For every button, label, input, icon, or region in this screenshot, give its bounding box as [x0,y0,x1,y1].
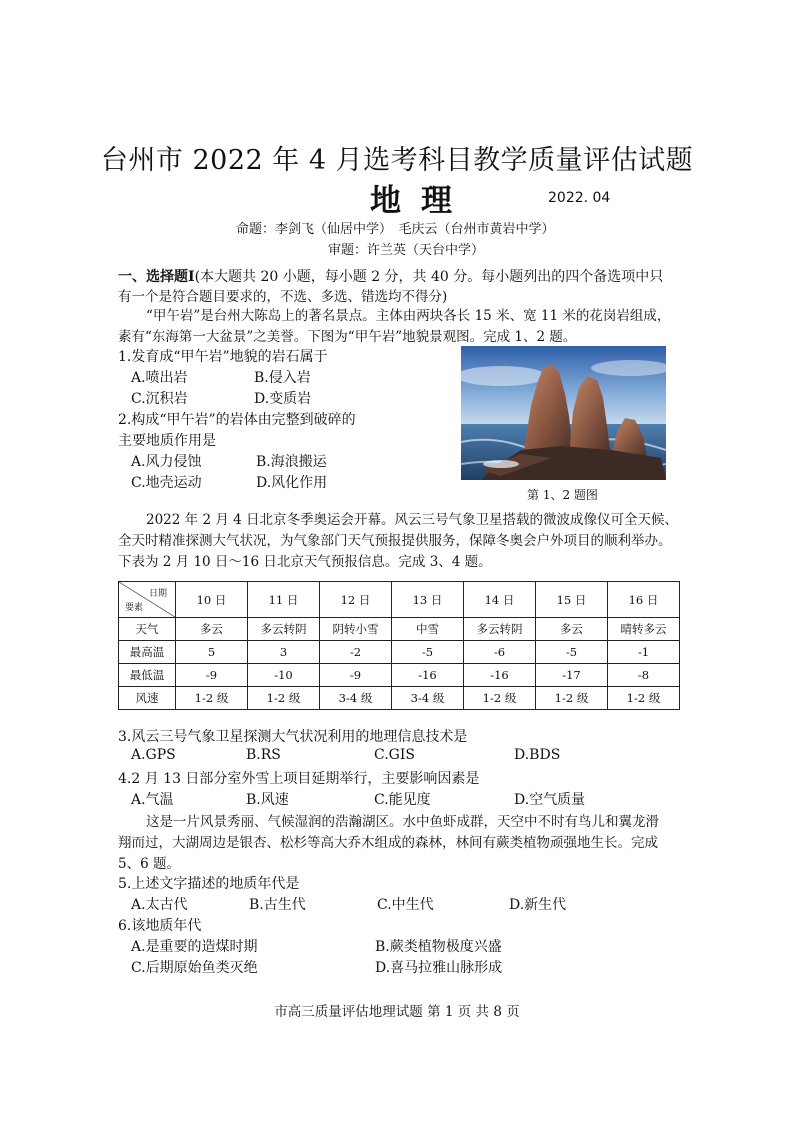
q6-option-b: B.蕨类植物极度兴盛 [375,939,502,955]
table-cell: 1-2 级 [608,687,680,710]
section-instructions-line2: 有一个是符合题目要求的，不选、多选、错选均不得分) [118,289,448,305]
exam-title: 台州市 2022 年 4 月选考科目教学质量评估试题 [100,145,694,176]
sea-stack-photo [461,346,666,480]
subject-title: 地理 [370,183,472,219]
table-cell: 1-2 级 [176,687,248,710]
table-row-wind [119,687,680,710]
reviewer-line: 审题：许兰英（天台中学） [328,243,485,258]
q3-option-d: D.BDS [514,747,561,763]
corner-date-label: 日期 [148,589,167,599]
q3-stem: 3.风云三号气象卫星探测大气状况利用的地理信息技术是 [118,729,468,745]
date-header: 12 日 [320,582,392,618]
row-label: 天气 [119,618,176,641]
date-header: 13 日 [392,582,464,618]
q6-option-a: A.是重要的造煤时期 [131,939,258,955]
table-header-row [119,582,680,618]
authors-line: 命题：李剑飞（仙居中学） 毛庆云（台州市黄岩中学） [236,222,555,237]
table-row-weather [119,618,680,641]
passage1-line2: 素有“东海第一大盆景”之美誉。下图为“甲午岩”地貌景观图。完成 1、2 题。 [118,329,577,345]
table-cell: -16 [392,664,464,687]
date-header: 11 日 [248,582,320,618]
section-instructions-text: (本大题共 20 小题，每小题 2 分，共 40 分。每小题列出的四个备选项中只 [194,269,664,285]
table-cell: -2 [320,641,392,664]
row-label: 风速 [119,687,176,710]
table-cell: 5 [176,641,248,664]
q3-option-a: A.GPS [131,747,176,763]
date-header: 16 日 [608,582,680,618]
q3-option-c: C.GIS [374,747,415,763]
table-cell: 多云 [536,618,608,641]
table-cell: 多云 [176,618,248,641]
passage2-line2: 全天时精准探测大气状况，为气象部门天气预报提供服务，保障冬奥会户外项目的顺利举办。 [118,533,672,549]
table-cell: -10 [248,664,320,687]
table-cell: -9 [320,664,392,687]
q6-option-c: C.后期原始鱼类灭绝 [131,960,258,976]
row-label: 最低温 [119,664,176,687]
q4-option-d: D.空气质量 [514,792,586,808]
table-cell: -5 [392,641,464,664]
table-cell: 3-4 级 [392,687,464,710]
table-cell: -8 [608,664,680,687]
date-header: 15 日 [536,582,608,618]
section-heading: 一、选择题Ⅰ [118,269,195,285]
table-cell: 阴转小雪 [320,618,392,641]
passage3-line2: 翔而过，大湖周边是银杏、松杉等高大乔木组成的森林，林间有蕨类植物顽强地生长。完成 [118,835,658,851]
passage1-line1: “甲午岩”是台州大陈岛上的著名景点。主体由两块各长 15 米、宽 11 米的花岗岩组成， [146,308,671,324]
table-cell: -6 [464,641,536,664]
table-cell: 1-2 级 [536,687,608,710]
table-cell: 1-2 级 [248,687,320,710]
table-row-max-temp [119,641,680,664]
date-header: 10 日 [176,582,248,618]
passage2-line1: 2022 年 2 月 4 日北京冬季奥运会开幕。风云三号气象卫星搭载的微波成像仪可全天候、 [146,512,678,528]
table-cell: 1-2 级 [464,687,536,710]
table-cell: -17 [536,664,608,687]
q5-option-d: D.新生代 [509,897,567,913]
table-cell: -5 [536,641,608,664]
q1-stem: 1.发育成“甲午岩”地貌的岩石属于 [118,349,328,365]
q2-stem-line1: 2.构成“甲午岩”的岩体由完整到破碎的 [118,412,356,428]
q2-stem-line2: 主要地质作用是 [118,433,216,449]
q1-option-b: B.侵入岩 [254,370,311,386]
q1-option-d: D.变质岩 [254,391,312,407]
table-cell: 多云转阴 [248,618,320,641]
table-cell: 3 [248,641,320,664]
q6-stem: 6.该地质年代 [118,918,202,934]
date-header: 14 日 [464,582,536,618]
table-cell: -1 [608,641,680,664]
table-cell: 3-4 级 [320,687,392,710]
exam-date: 2022. 04 [548,190,611,206]
q5-stem: 5.上述文字描述的地质年代是 [118,876,300,892]
table-row-min-temp [119,664,680,687]
q6-option-d: D.喜马拉雅山脉形成 [375,960,503,976]
q2-option-b: B.海浪搬运 [256,454,327,470]
q4-stem: 4.2 月 13 日部分室外雪上项目延期举行，主要影响因素是 [118,771,480,787]
q4-option-a: A.气温 [131,792,174,808]
table-corner-cell [119,582,176,618]
row-label: 最高温 [119,641,176,664]
passage3-line1: 这是一片风景秀丽、气候湿润的浩瀚湖区。水中鱼虾成群，天空中不时有鸟儿和翼龙滑 [146,814,659,830]
table-cell: 晴转多云 [608,618,680,641]
table-cell: -9 [176,664,248,687]
q4-option-c: C.能见度 [374,792,431,808]
q1-option-a: A.喷出岩 [131,370,188,386]
q5-option-c: C.中生代 [377,897,434,913]
q4-option-b: B.风速 [246,792,289,808]
q2-option-c: C.地壳运动 [131,475,202,491]
table-cell: -16 [464,664,536,687]
passage2-line3: 下表为 2 月 10 日～16 日北京天气预报信息。完成 3、4 题。 [118,554,492,570]
q2-option-d: D.风化作用 [256,475,328,491]
q5-option-b: B.古生代 [249,897,306,913]
weather-forecast-table [118,581,680,710]
section-instructions-line1 [118,266,663,286]
q5-option-a: A.太古代 [131,897,188,913]
table-cell: 中雪 [392,618,464,641]
q2-option-a: A.风力侵蚀 [131,454,202,470]
figure-caption: 第 1、2 题图 [527,488,598,502]
corner-element-label: 要素 [125,603,144,613]
page-footer: 市高三质量评估地理试题 第 1 页 共 8 页 [274,1004,520,1020]
table-cell: 多云转阴 [464,618,536,641]
q1-option-c: C.沉积岩 [131,391,188,407]
q3-option-b: B.RS [246,747,281,763]
passage3-line3: 5、6 题。 [118,856,180,872]
